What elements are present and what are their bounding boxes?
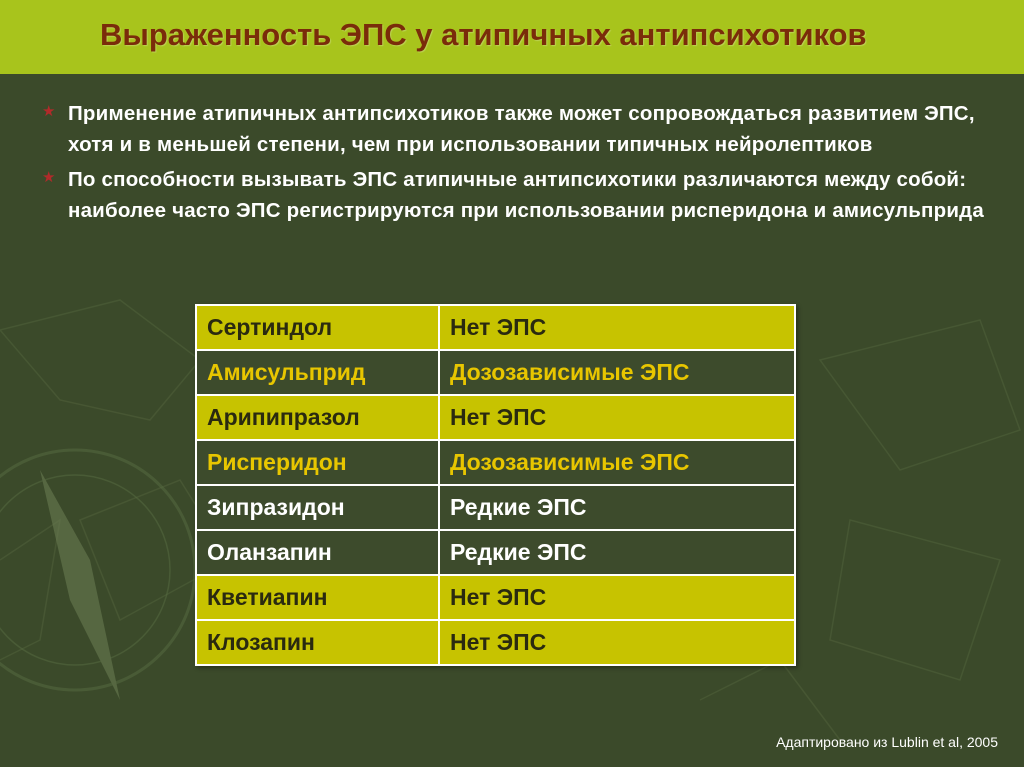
bullet-list (40, 98, 990, 230)
bullet-text: Применение атипичных антипсихотиков также может сопровождаться развитием ЭПС, хотя и в меньшей степени, чем при использовании типичных нейролептиков (68, 102, 975, 156)
bullet-item (40, 164, 990, 226)
star-icon: ★ (42, 103, 56, 120)
table-row (196, 395, 795, 440)
drug-name-cell: Зипразидон (196, 485, 439, 530)
eps-level-cell: Нет ЭПС (439, 575, 795, 620)
table-row (196, 575, 795, 620)
drug-name-cell: Клозапин (196, 620, 439, 665)
table-row (196, 530, 795, 575)
drug-name-cell: Кветиапин (196, 575, 439, 620)
table-row (196, 305, 795, 350)
bullet-text: По способности вызывать ЭПС атипичные антипсихотики различаются между собой: наиболее часто ЭПС регистрируются при использовании рисперидона и амисульприда (68, 168, 984, 222)
eps-level-cell: Редкие ЭПС (439, 485, 795, 530)
table-row (196, 485, 795, 530)
table-row (196, 620, 795, 665)
eps-level-cell: Нет ЭПС (439, 305, 795, 350)
compass-icon (0, 450, 195, 700)
drug-name-cell: Амисульприд (196, 350, 439, 395)
source-citation: Адаптировано из Lublin et al, 2005 (776, 734, 998, 750)
star-icon: ★ (42, 169, 56, 186)
drug-name-cell: Рисперидон (196, 440, 439, 485)
eps-level-cell: Нет ЭПС (439, 395, 795, 440)
drug-name-cell: Оланзапин (196, 530, 439, 575)
table-row (196, 440, 795, 485)
drug-name-cell: Сертиндол (196, 305, 439, 350)
slide-title: Выраженность ЭПС у атипичных антипсихотиков (100, 17, 867, 52)
eps-table (195, 304, 796, 666)
eps-level-cell: Дозозависимые ЭПС (439, 440, 795, 485)
drug-name-cell: Арипипразол (196, 395, 439, 440)
eps-level-cell: Редкие ЭПС (439, 530, 795, 575)
eps-level-cell: Дозозависимые ЭПС (439, 350, 795, 395)
table-row (196, 350, 795, 395)
eps-level-cell: Нет ЭПС (439, 620, 795, 665)
bullet-item (40, 98, 990, 160)
